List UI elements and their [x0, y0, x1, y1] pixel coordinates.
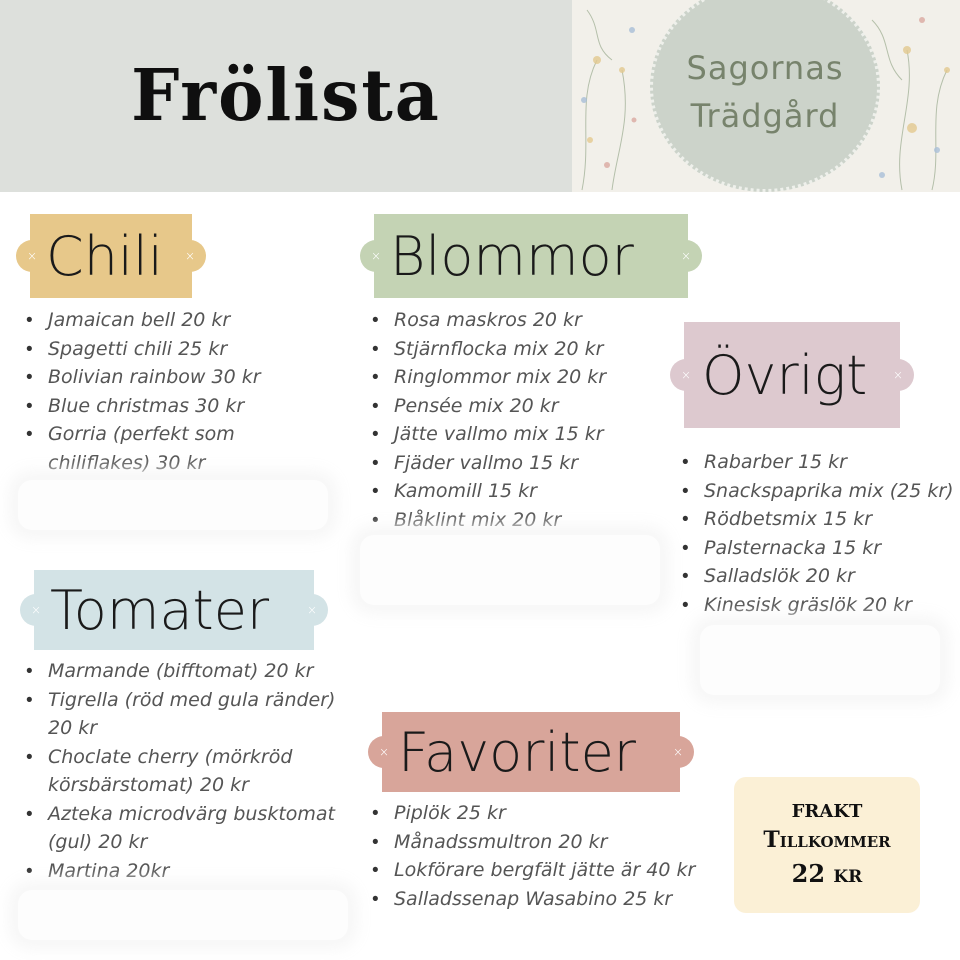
list-item: • Månadssmultron 20 kr	[366, 828, 696, 857]
list-item: • Stjärnflocka mix 20 kr	[366, 335, 666, 364]
tag-hole-icon: ×	[174, 240, 206, 272]
erased-area	[700, 625, 940, 695]
shipping-line1: FRAKT	[791, 800, 863, 822]
section-title-tomater: Tomater	[50, 578, 270, 642]
section-title-favoriter: Favoriter	[398, 720, 636, 784]
erased-area	[18, 890, 348, 940]
list-item: • Choclate cherry (mörkröd körsbärstomat) 20 kr	[20, 743, 340, 800]
list-item: • Blåklint mix 20 kr	[366, 506, 666, 535]
section-title-ovrigt: Övrigt	[702, 343, 868, 407]
list-item: • Salladssenap Wasabino 25 kr	[366, 885, 696, 914]
list-item: • Palsternacka 15 kr	[676, 534, 958, 563]
list-favoriter	[366, 799, 696, 913]
list-item: • Piplök 25 kr	[366, 799, 696, 828]
section-title-blommor: Blommor	[390, 224, 634, 288]
list-item: • Rabarber 15 kr	[676, 448, 958, 477]
list-item: • Marmande (bifftomat) 20 kr	[20, 657, 340, 686]
list-item: • Kinesisk gräslök 20 kr	[676, 591, 958, 620]
shipping-price: 22 kr	[791, 858, 863, 888]
list-item: • Snackspaprika mix (25 kr)	[676, 477, 958, 506]
list-item: • Rödbetsmix 15 kr	[676, 505, 958, 534]
list-item: • Pensée mix 20 kr	[366, 392, 666, 421]
list-blommor	[366, 306, 666, 534]
shipping-line2: Tillkommer	[763, 826, 891, 853]
tag-hole-icon: ×	[360, 240, 392, 272]
list-item: • Ringlommor mix 20 kr	[366, 363, 666, 392]
brand-name-line2: Trädgård	[690, 97, 840, 135]
tag-hole-icon: ×	[296, 594, 328, 626]
list-item: • Azteka microdvärg busktomat (gul) 20 kr	[20, 800, 340, 857]
section-label-blommor	[370, 214, 692, 298]
list-ovrigt	[676, 448, 958, 619]
tag-hole-icon: ×	[20, 594, 52, 626]
shipping-note	[734, 777, 920, 913]
list-item: • Tigrella (röd med gula ränder) 20 kr	[20, 686, 340, 743]
list-item: • Blue christmas 30 kr	[20, 392, 340, 421]
tag-hole-icon: ×	[882, 359, 914, 391]
list-item: • Fjäder vallmo 15 kr	[366, 449, 666, 478]
list-item: • Kamomill 15 kr	[366, 477, 666, 506]
brand-panel	[572, 0, 960, 192]
list-item: • Bolivian rainbow 30 kr	[20, 363, 340, 392]
list-item: • Rosa maskros 20 kr	[366, 306, 666, 335]
list-item: • Gorria (perfekt som chiliflakes) 30 kr	[20, 420, 340, 477]
erased-area	[360, 535, 660, 605]
list-item: • Jamaican bell 20 kr	[20, 306, 340, 335]
section-title-chili: Chili	[46, 224, 163, 288]
section-label-favoriter	[378, 712, 684, 792]
list-item: • Martina 20kr	[20, 857, 340, 886]
tag-hole-icon: ×	[670, 359, 702, 391]
list-tomater	[20, 657, 340, 885]
page-title: Frölista	[131, 54, 441, 138]
section-label-ovrigt	[680, 322, 904, 428]
section-label-tomater	[30, 570, 318, 650]
tag-hole-icon: ×	[662, 736, 694, 768]
brand-name-line1: Sagornas	[686, 48, 844, 87]
section-label-chili	[26, 214, 196, 298]
erased-area	[18, 480, 328, 530]
list-item: • Lokförare bergfält jätte är 40 kr	[366, 856, 696, 885]
tag-hole-icon: ×	[670, 240, 702, 272]
list-item: • Spagetti chili 25 kr	[20, 335, 340, 364]
tag-hole-icon: ×	[16, 240, 48, 272]
header-title-panel	[0, 0, 572, 192]
tag-hole-icon: ×	[368, 736, 400, 768]
list-item: • Salladslök 20 kr	[676, 562, 958, 591]
list-item: • Jätte vallmo mix 15 kr	[366, 420, 666, 449]
list-chili	[20, 306, 340, 477]
